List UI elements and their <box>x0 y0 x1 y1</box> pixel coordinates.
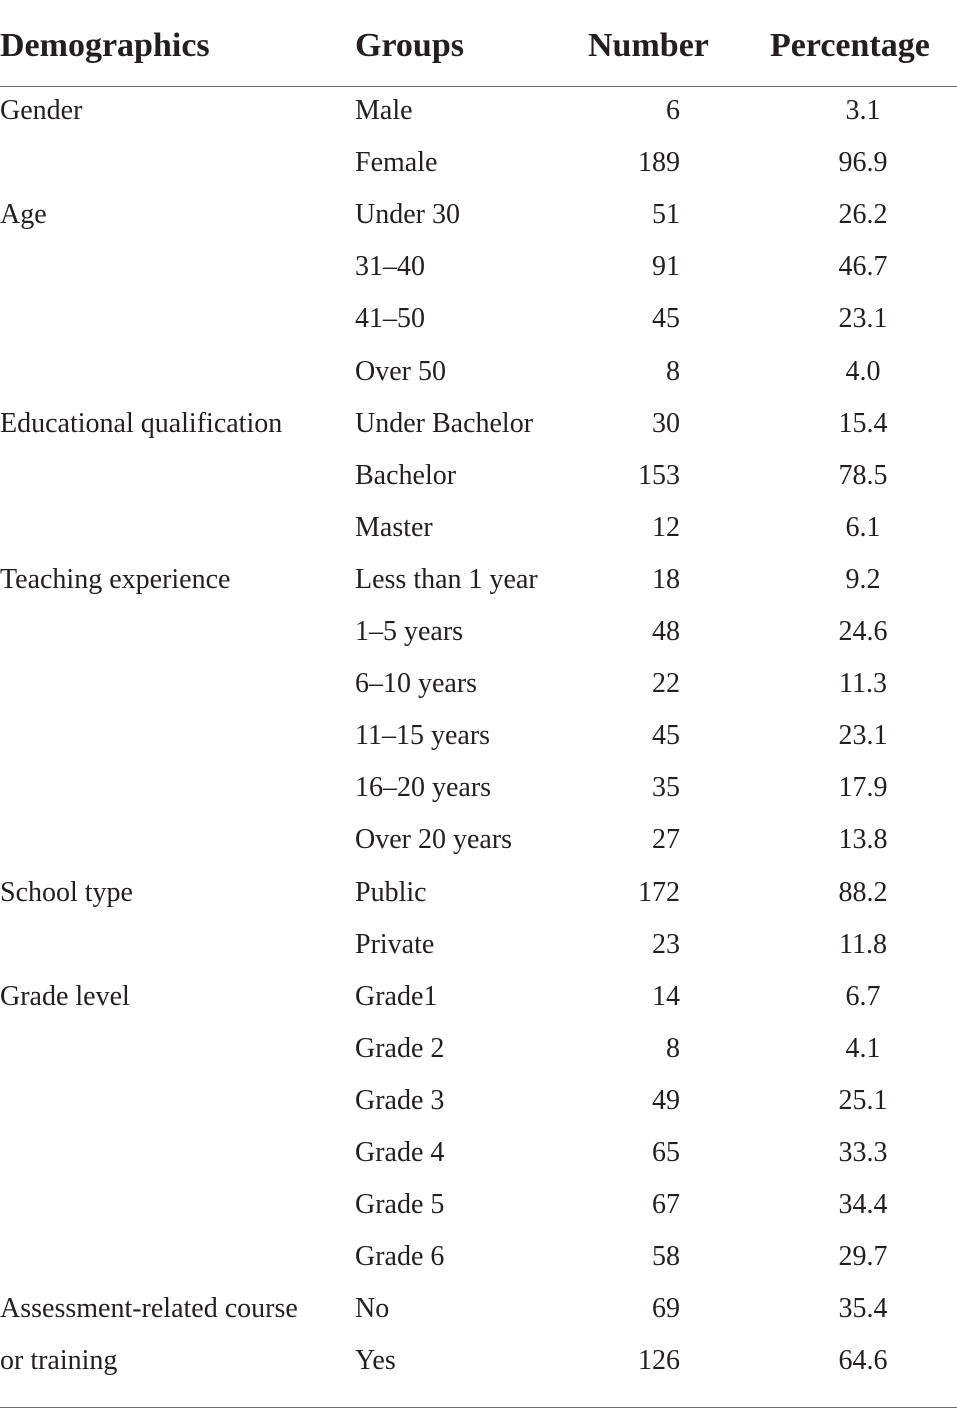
header-groups: Groups <box>355 27 464 64</box>
cell-group: Under 30 <box>355 199 460 230</box>
cell-percentage: 4.0 <box>845 356 881 387</box>
cell-group: Bachelor <box>355 460 457 491</box>
cell-percentage: 25.1 <box>838 1085 888 1116</box>
cell-percentage: 46.7 <box>838 251 888 282</box>
cell-demographic: Assessment-related course <box>0 1293 298 1324</box>
cell-number: 51 <box>652 199 680 230</box>
cell-group: 16–20 years <box>355 772 492 803</box>
cell-group: Over 50 <box>355 356 446 387</box>
cell-number: 58 <box>652 1241 680 1272</box>
table-header <box>0 0 957 87</box>
cell-number: 65 <box>652 1137 680 1168</box>
cell-percentage: 3.1 <box>845 95 881 126</box>
cell-number: 67 <box>652 1189 680 1220</box>
cell-number: 91 <box>652 251 680 282</box>
cell-group: Public <box>355 877 427 908</box>
cell-percentage: 6.1 <box>845 512 881 543</box>
cell-number: 8 <box>666 1033 680 1064</box>
cell-number: 45 <box>652 720 680 751</box>
cell-percentage: 23.1 <box>838 720 888 751</box>
cell-group: Yes <box>355 1345 396 1376</box>
cell-percentage: 17.9 <box>838 772 888 803</box>
cell-group: Grade 3 <box>355 1085 445 1116</box>
cell-number: 18 <box>652 564 680 595</box>
cell-number: 22 <box>652 668 680 699</box>
cell-percentage: 96.9 <box>838 147 888 178</box>
cell-percentage: 6.7 <box>845 981 881 1012</box>
header-number: Number <box>588 27 709 64</box>
cell-percentage: 88.2 <box>838 877 888 908</box>
cell-demographic: Grade level <box>0 981 130 1012</box>
cell-percentage: 24.6 <box>838 616 888 647</box>
cell-demographic: Gender <box>0 95 83 126</box>
cell-number: 8 <box>666 356 680 387</box>
cell-group: Grade 4 <box>355 1137 445 1168</box>
cell-group: 31–40 <box>355 251 425 282</box>
cell-percentage: 29.7 <box>838 1241 888 1272</box>
cell-number: 23 <box>652 929 680 960</box>
cell-group: 11–15 years <box>355 720 491 751</box>
cell-group: 1–5 years <box>355 616 464 647</box>
cell-group: 6–10 years <box>355 668 478 699</box>
cell-percentage: 13.8 <box>838 824 888 855</box>
cell-demographic: Age <box>0 199 47 230</box>
cell-demographic: or training <box>0 1345 118 1376</box>
cell-group: No <box>355 1293 390 1324</box>
cell-group: Under Bachelor <box>355 408 534 439</box>
cell-group: Grade 6 <box>355 1241 445 1272</box>
cell-percentage: 35.4 <box>838 1293 888 1324</box>
cell-number: 48 <box>652 616 680 647</box>
cell-number: 30 <box>652 408 680 439</box>
cell-percentage: 11.8 <box>839 929 887 960</box>
cell-percentage: 4.1 <box>845 1033 881 1064</box>
cell-number: 35 <box>652 772 680 803</box>
header-percentage: Percentage <box>770 27 930 64</box>
cell-percentage: 11.3 <box>839 668 887 699</box>
cell-number: 153 <box>638 460 680 491</box>
cell-number: 69 <box>652 1293 680 1324</box>
cell-percentage: 9.2 <box>845 564 881 595</box>
cell-group: Grade1 <box>355 981 438 1012</box>
cell-number: 172 <box>638 877 680 908</box>
cell-number: 14 <box>652 981 680 1012</box>
cell-group: Over 20 years <box>355 824 513 855</box>
cell-number: 49 <box>652 1085 680 1116</box>
cell-number: 45 <box>652 303 680 334</box>
cell-group: Private <box>355 929 435 960</box>
cell-percentage: 23.1 <box>838 303 888 334</box>
cell-percentage: 15.4 <box>838 408 888 439</box>
cell-demographic: Educational qualification <box>0 408 283 439</box>
cell-percentage: 78.5 <box>838 460 888 491</box>
cell-percentage: 64.6 <box>838 1345 888 1376</box>
cell-percentage: 26.2 <box>838 199 888 230</box>
cell-group: Grade 2 <box>355 1033 445 1064</box>
cell-percentage: 34.4 <box>838 1189 888 1220</box>
header-demographics: Demographics <box>0 27 210 64</box>
cell-number: 27 <box>652 824 680 855</box>
cell-percentage: 33.3 <box>838 1137 888 1168</box>
cell-number: 6 <box>666 95 680 126</box>
cell-group: Master <box>355 512 433 543</box>
cell-number: 189 <box>638 147 680 178</box>
cell-number: 12 <box>652 512 680 543</box>
cell-group: Male <box>355 95 413 126</box>
cell-group: Less than 1 year <box>355 564 538 595</box>
cell-number: 126 <box>638 1345 680 1376</box>
cell-group: 41–50 <box>355 303 425 334</box>
cell-demographic: School type <box>0 877 133 908</box>
cell-group: Grade 5 <box>355 1189 445 1220</box>
cell-group: Female <box>355 147 438 178</box>
bottom-rule <box>0 1407 957 1408</box>
cell-demographic: Teaching experience <box>0 564 231 595</box>
